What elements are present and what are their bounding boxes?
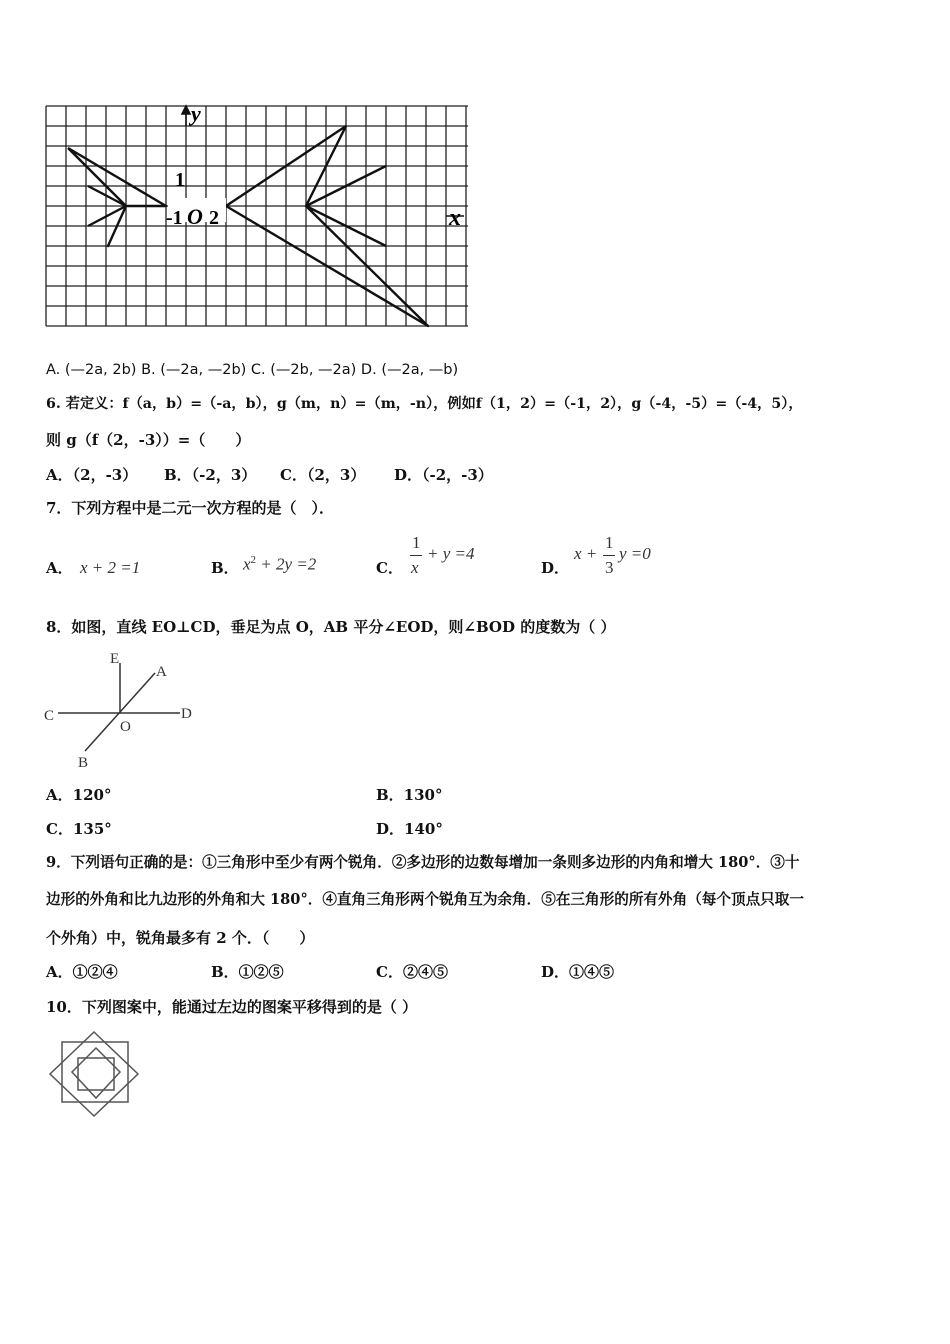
q7-option-c-label: C．	[376, 559, 403, 577]
q7-d-rest: y =0	[619, 544, 651, 563]
q7-d-prefix: x +	[574, 544, 598, 563]
q10-stem: 10．下列图案中，能通过左边的图案平移得到的是（ ）	[46, 998, 418, 1016]
q7-stem: 7．下列方程中是二元一次方程的是（ ）．	[46, 499, 334, 517]
point-label-a: A	[156, 664, 167, 680]
q7-option-c-equation	[408, 533, 498, 581]
q7-d-denominator: 3	[605, 558, 614, 577]
q9-option-c: C．②④⑤	[376, 963, 448, 981]
q7-b-var: x	[243, 554, 251, 574]
q7-c-numerator: 1	[412, 533, 421, 552]
point-label-d: D	[181, 706, 192, 722]
q6-option-b: B．（-2，3）	[164, 466, 257, 484]
y-axis-label: y	[191, 104, 201, 126]
q9-option-d: D．①④⑤	[541, 963, 615, 981]
q9-stem-line-3: 个外角）中，锐角最多有 2 个．（ ）	[46, 929, 315, 947]
point-label-b: B	[78, 755, 89, 771]
q9-option-a: A．①②④	[46, 963, 118, 981]
q9-stem-line-1: 9．下列语句正确的是：①三角形中至少有两个锐角．②多边形的边数每增加一条则多边形的内角和增大 180°．③十	[46, 854, 800, 871]
tick-label-two: 2	[209, 207, 219, 229]
q9-option-b: B．①②⑤	[211, 963, 284, 981]
q7-d-numerator: 1	[605, 533, 614, 552]
q7-b-rest: + 2y =2	[256, 554, 317, 574]
tick-label-neg-one: -1	[166, 207, 183, 229]
q6-stem: 6. 若定义：f（a，b）=（-a，b），g（m，n）=（m，-n），例如f（1，2）=（-1，2），g（-4，-5）=（-4，5），	[46, 396, 803, 412]
q8-option-b: B．130°	[376, 786, 443, 804]
x-axis-label: x	[449, 205, 461, 231]
small-arrow-shape	[68, 148, 166, 246]
q7-option-b-equation	[243, 554, 316, 575]
q7-b-exponent: 2	[250, 554, 257, 566]
q7-c-fraction-bar	[410, 555, 422, 556]
q7-option-a-equation: x + 2 =1	[80, 558, 141, 577]
q10-star-pattern	[44, 1028, 148, 1124]
q9-stem-line-2: 边形的外角和比九边形的外角和大 180°．④直角三角形两个锐角互为余角．⑤在三角形的所有外角（每个顶点只取一	[46, 891, 804, 908]
point-label-c: C	[44, 708, 55, 724]
q7-option-a-label: A．	[46, 559, 73, 577]
q6-stem-2: 则 g（f（2，-3））=（ ）	[46, 431, 251, 449]
q7-c-denominator: x	[411, 558, 419, 577]
q8-stem: 8．如图，直线 EO⊥CD，垂足为点 O，AB 平分∠EOD，则∠BOD 的度数为（ ）	[46, 618, 616, 636]
origin-label: O	[187, 204, 203, 229]
q6-option-a: A．（2，-3）	[46, 466, 138, 484]
q7-c-rest: + y =4	[427, 544, 475, 563]
q6-option-d: D．（-2，-3）	[394, 466, 493, 484]
q6-option-c: C．（2，3）	[280, 466, 366, 484]
q8-option-d: D．140°	[376, 820, 443, 838]
q8-option-a: A．120°	[46, 786, 112, 804]
q5-options: A. (—2a, 2b) B. (—2a, —2b) C. (—2b, —2a) D. (—2a, —b)	[46, 362, 459, 378]
point-label-o: O	[120, 719, 131, 735]
q7-option-b-label: B．	[211, 559, 239, 577]
tick-label-one: 1	[175, 169, 185, 191]
coordinate-grid-figure	[44, 104, 476, 332]
q7-d-fraction-bar	[603, 555, 615, 556]
q7-option-d-label: D．	[541, 559, 570, 577]
q7-option-d-equation	[574, 533, 674, 581]
point-label-e: E	[110, 651, 120, 667]
q8-option-c: C．135°	[46, 820, 112, 838]
q8-angle-diagram	[40, 645, 210, 773]
